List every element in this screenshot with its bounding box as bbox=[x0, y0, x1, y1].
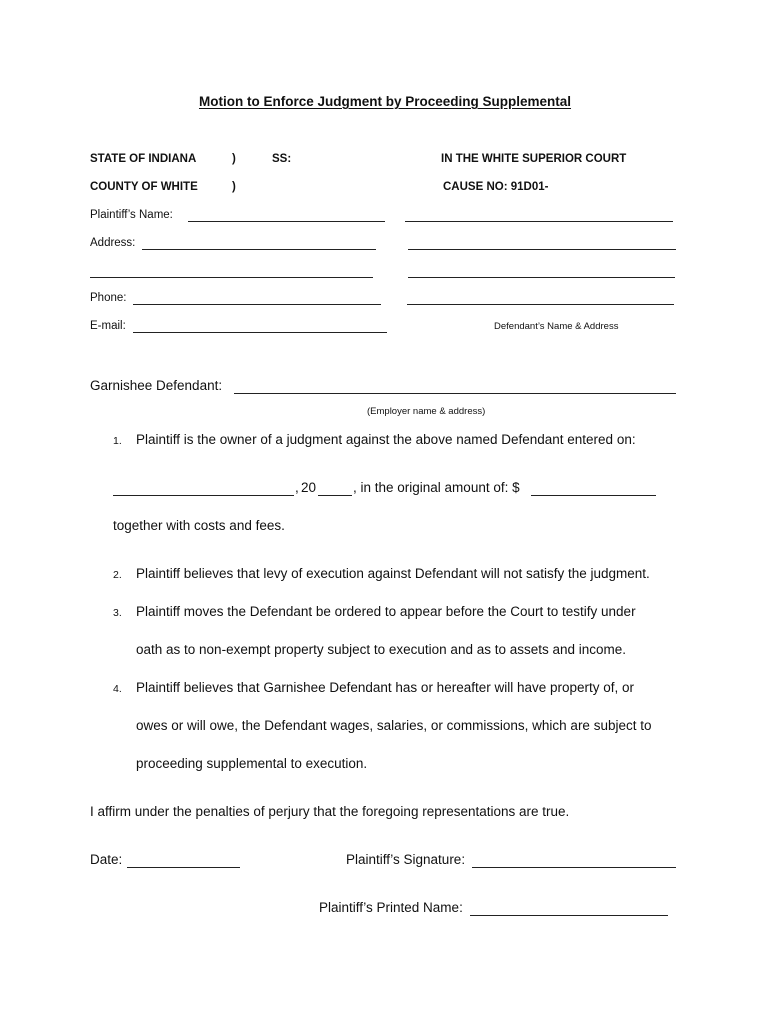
employer-caption: (Employer name & address) bbox=[367, 406, 486, 417]
paragraph-3-line-1: Plaintiff moves the Defendant be ordered to appear before the Court to testify under bbox=[136, 604, 636, 619]
email-label: E-mail: bbox=[90, 320, 126, 332]
defendant-address-line-3[interactable] bbox=[407, 304, 674, 305]
caption-paren: ) bbox=[232, 181, 236, 193]
printed-name-field[interactable] bbox=[470, 915, 668, 916]
page-title: Motion to Enforce Judgment by Proceeding Supplemental bbox=[198, 94, 572, 109]
paragraph-4-line-1: Plaintiff believes that Garnishee Defendant has or hereafter will have property of, or bbox=[136, 680, 635, 695]
phone-label: Phone: bbox=[90, 292, 127, 304]
judgment-year-field[interactable] bbox=[318, 495, 352, 496]
caption-paren: ) bbox=[232, 153, 236, 165]
garnishee-field[interactable] bbox=[234, 393, 676, 394]
paragraph-1-text: Plaintiff is the owner of a judgment against the above named Defendant entered on: bbox=[136, 432, 636, 447]
court-name: IN THE WHITE SUPERIOR COURT bbox=[441, 153, 627, 165]
paragraph-2-text: Plaintiff believes that levy of execution against Defendant will not satisfy the judgment. bbox=[136, 566, 650, 581]
county-label: COUNTY OF WHITE bbox=[90, 181, 198, 193]
plaintiff-email-field[interactable] bbox=[133, 332, 387, 333]
defendant-name-field[interactable] bbox=[405, 221, 673, 222]
paragraph-4-line-3: proceeding supplemental to execution. bbox=[136, 756, 368, 771]
paragraph-number: 3. bbox=[113, 607, 122, 619]
defendant-address-line-2[interactable] bbox=[408, 277, 675, 278]
plaintiff-address-line-2[interactable] bbox=[90, 277, 373, 278]
comma-text: , bbox=[295, 480, 299, 495]
amount-text: , in the original amount of: $ bbox=[353, 480, 520, 495]
ss-label: SS: bbox=[272, 153, 292, 165]
judgment-amount-field[interactable] bbox=[531, 495, 656, 496]
defendant-caption: Defendant’s Name & Address bbox=[494, 321, 619, 332]
paragraph-number: 1. bbox=[113, 435, 122, 447]
paragraph-number: 2. bbox=[113, 569, 122, 581]
costs-text: together with costs and fees. bbox=[113, 518, 285, 533]
date-field[interactable] bbox=[127, 867, 240, 868]
paragraph-4-line-2: owes or will owe, the Defendant wages, salaries, or commissions, which are subject to bbox=[136, 718, 652, 733]
defendant-address-field[interactable] bbox=[408, 249, 676, 250]
cause-number-label: CAUSE NO: 91D01- bbox=[443, 181, 549, 193]
plaintiff-name-label: Plaintiff’s Name: bbox=[90, 209, 173, 221]
paragraph-number: 4. bbox=[113, 683, 122, 695]
year-prefix: 20 bbox=[301, 480, 317, 495]
printed-name-label: Plaintiff’s Printed Name: bbox=[319, 900, 463, 915]
signature-label: Plaintiff’s Signature: bbox=[346, 852, 466, 867]
plaintiff-phone-field[interactable] bbox=[133, 304, 381, 305]
plaintiff-address-field[interactable] bbox=[142, 249, 376, 250]
date-label: Date: bbox=[90, 852, 123, 867]
plaintiff-name-field[interactable] bbox=[188, 221, 385, 222]
garnishee-label: Garnishee Defendant: bbox=[90, 378, 223, 393]
signature-field[interactable] bbox=[472, 867, 676, 868]
state-label: STATE OF INDIANA bbox=[90, 153, 197, 165]
paragraph-3-line-2: oath as to non-exempt property subject to execution and as to assets and income. bbox=[136, 642, 627, 657]
address-label: Address: bbox=[90, 237, 136, 249]
judgment-date-field[interactable] bbox=[113, 495, 294, 496]
affirmation-text: I affirm under the penalties of perjury that the foregoing representations are true. bbox=[90, 804, 570, 819]
